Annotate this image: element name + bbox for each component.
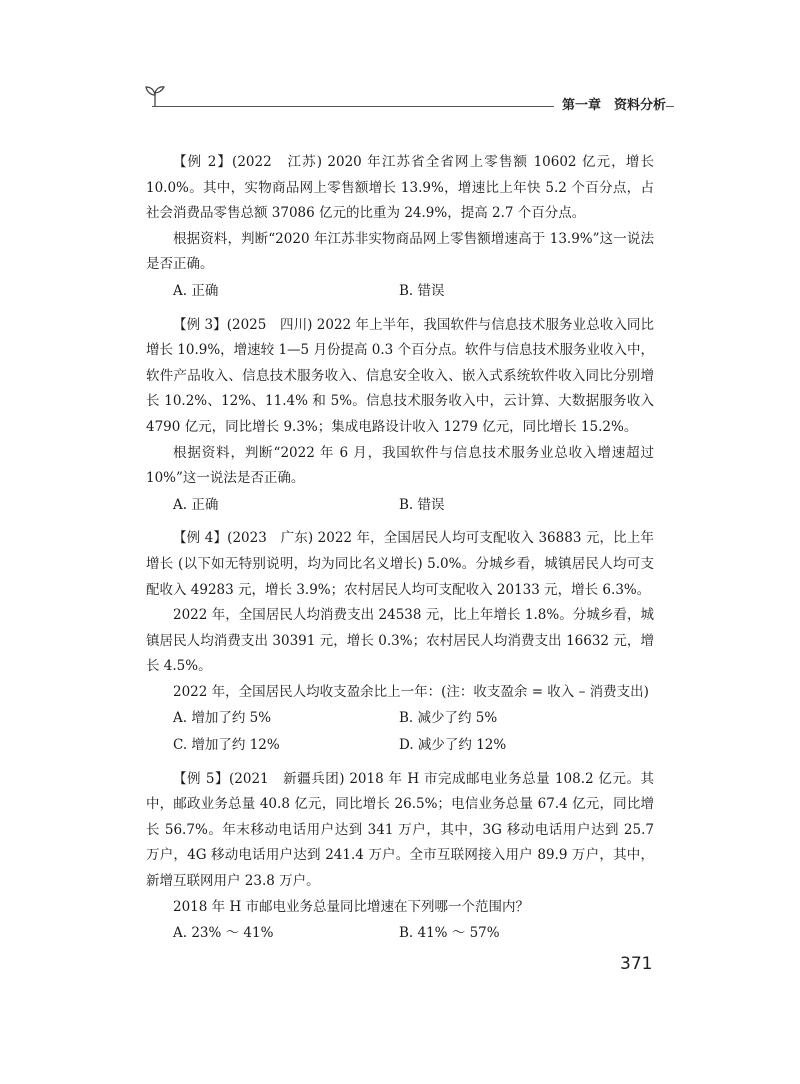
- example-4-stem-1: 【例 4】(2023 广东) 2022 年，全国居民人均可支配收入 36883 元，比上年增长 (以下如无特别说明，均为同比名义增长) 5.0%。分城乡看，城镇居民人均可支配收入 49283 元，增长 3.9%；农村居民人均可支配收入 20133 元，增长 6.3%。: [146, 530, 654, 598]
- example-4-question: 2022 年，全国居民人均收支盈余比上一年：(注：收支盈余 = 收入 – 消费支出): [173, 683, 649, 700]
- example-3-stem: 【例 3】(2025 四川) 2022 年上半年，我国软件与信息技术服务业总收入同比增长 10.9%，增速较 1—5 月份提高 0.3 个百分点。软件与信息技术服务业收入中，软件产品收入、信息技术服务收入、信息安全收入、嵌入式系统软件收入同比分别增长 10.2%、12%、11.4% 和 5%。信息技术服务收入中，云计算、大数据服务收入 4790 亿元，同比增长 9.3%；集成电路设计收入 1279 亿元，同比增长 15.2%。: [146, 316, 654, 435]
- option-b[interactable]: B. 41% ～ 57%: [399, 925, 500, 942]
- example-5-question: 2018 年 H 市邮电业务总量同比增速在下列哪一个范围内？: [173, 898, 530, 915]
- example-4-stem-2: 2022 年，全国居民人均消费支出 24538 元，比上年增长 1.8%。分城乡看，城镇居民人均消费支出 30391 元，增长 0.3%；农村居民人均消费支出 16632 元，增长 4.5%。: [146, 607, 654, 675]
- example-4: [146, 526, 654, 758]
- example-2-question: 根据资料，判断“2020 年江苏非实物商品网上零售额增速高于 13.9%”这一说法是否正确。: [146, 230, 654, 273]
- options-row: [146, 733, 654, 759]
- example-5-stem: 【例 5】(2021 新疆兵团) 2018 年 H 市完成邮电业务总量 108.2 亿元。其中，邮政业务总量 40.8 亿元，同比增长 26.5%；电信业务总量 67.4 亿元，同比增长 56.7%。年末移动电话用户达到 341 万户，其中，3G 移动电话用户达到 25.7 万户，4G 移动电话用户达到 241.4 万户。全市互联网接入用户 89.9 万户，其中，新增互联网用户 23.8 万户。: [146, 770, 654, 890]
- example-5: [146, 767, 654, 947]
- example-2-stem: 【例 2】(2022 江苏) 2020 年江苏省全省网上零售额 10602 亿元，增长 10.0%。其中，实物商品网上零售额增长 13.9%，增速比上年快 5.2 个百分点，占社会消费品零售总额 37086 亿元的比重为 24.9%，提高 2.7 个百分点。: [146, 154, 654, 222]
- options-row: [146, 279, 654, 305]
- options-row: [146, 921, 654, 947]
- example-3-question: 根据资料，判断“2022 年 6 月，我国软件与信息技术服务业总收入增速超过 10%”这一说法是否正确。: [146, 444, 654, 487]
- option-b[interactable]: B. 减少了约 5%: [399, 710, 498, 727]
- option-b[interactable]: B. 错误: [399, 282, 445, 299]
- option-d[interactable]: D. 减少了约 12%: [399, 737, 507, 754]
- sprout-icon: [142, 82, 168, 108]
- option-b[interactable]: B. 错误: [399, 496, 445, 513]
- option-a[interactable]: A. 正确: [173, 496, 219, 513]
- page-content: [146, 150, 654, 955]
- option-a[interactable]: A. 正确: [173, 282, 219, 299]
- option-a[interactable]: A. 增加了约 5%: [173, 710, 272, 727]
- option-c[interactable]: C. 增加了约 12%: [173, 737, 280, 754]
- chapter-title: 第一章 资料分析: [554, 94, 666, 113]
- example-3: [146, 313, 654, 519]
- option-a[interactable]: A. 23% ～ 41%: [173, 925, 274, 942]
- options-row: [146, 706, 654, 732]
- options-row: [146, 493, 654, 519]
- page-header: [142, 82, 664, 118]
- example-2: [146, 150, 654, 305]
- page-number: 371: [620, 954, 653, 974]
